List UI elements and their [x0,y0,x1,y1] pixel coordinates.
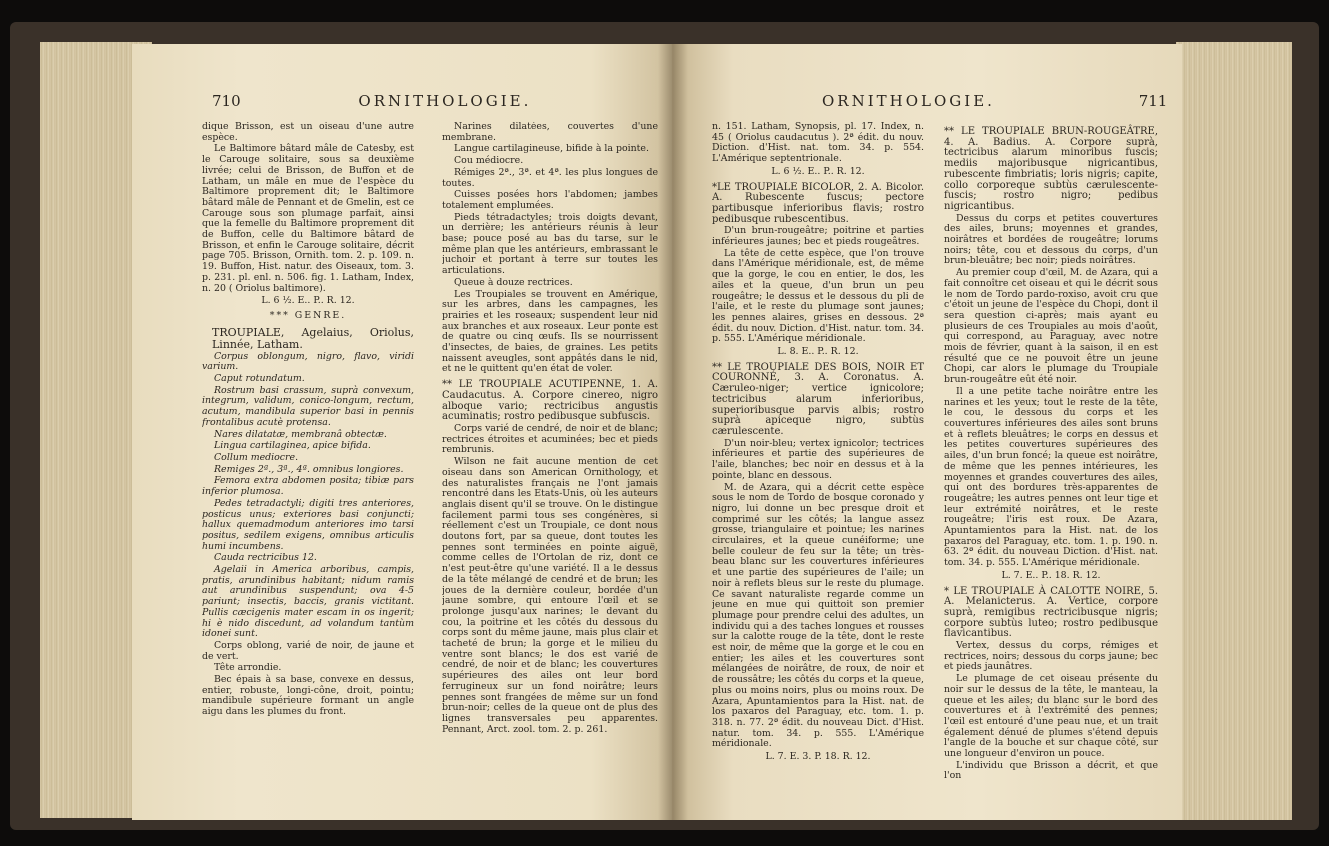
paragraph: Cou médiocre. [454,155,524,167]
right-running-head [822,92,1167,116]
right-column-1 [712,122,924,814]
paragraph: Les Troupiales se trouvent en Amérique, sur les arbres, dans les campagnes, les prairies et les roseaux; suspendent leur nid aux branches et aux roseaux. Leur ponte est de quatre ou cinq œufs. Ils se nourrissent d'insectes, de baies, de graines. Les petits naissent aveugles, sont appâtés dans le nid, et ne le quittent qu'en état de voler. [442,288,658,375]
genre-heading: *** GENRE. [269,309,347,321]
paragraph: Cuisses posées hors l'abdomen; jambes totalement emplumées. [442,189,658,211]
latin-description: Femora extra abdomen posita; tibiæ pars inferior plumosa. [202,475,414,498]
left-column-2 [442,122,658,814]
paragraph: D'un noir-bleu; vertex ignicolor; tectrices inférieures et partie des supérieures de l'aile, blanches; bec noir en dessus et à la pointe, blanc en dessous. [712,437,924,481]
latin-description: Collum mediocre. [214,451,299,463]
paragraph: n. 151. Latham, Synopsis, pl. 17. Index, n. 45 ( Oriolus caudacutus ). 2ª édit. du nouv. Diction. d'Hist. nat. tom. 34. p. 554. L'Amérique septentrionale. [712,122,924,165]
latin-description: Caput rotundatum. [214,373,305,385]
paragraph: Narines dilatées, couvertes d'une membrane. [442,122,658,143]
book-gutter [658,44,688,820]
paragraph: M. de Azara, qui a décrit cette espèce sous le nom de Tordo de bosque coronado y nigro, lui donne un bec presque droit et comprimé sur les côtés; la langue assez grosse, triangulaire et pointue; les narines circulaires, et la queue cunéiforme; une belle couleur de feu sur la tête; un très-beau blanc sur les couvertures inférieures et une partie des supérieures de l'aile; un noir à reflets bleus sur le reste du plumage. Ce savant naturaliste regarde comme un jeune en mue qui quittoit son premier plumage pour prendre celui des adultes, un individu qui a des taches longues et rousses sur la calotte rouge de la tête, dont le reste est noir, de même que la gorge et le cou en entier; les ailes et les couvertures sont mélangées de noirâtre, de roux, de noir et de roussâtre; les côtés du corps et la queue, plus ou moins noirs, plus ou moins roux. De Azara, Apuntamientos para la Hist. nat. de los paxaros del Paraguay, etc. tom. 1. p. 318. n. 77. 2ª édit. du nouveau Dict. d'Hist. natur. tom. 34. p. 555. L'Amérique méridionale. [712,481,924,750]
paragraph: Langue cartilagineuse, bifide à la pointe. [454,143,649,155]
paragraph: Corps oblong, varié de noir, de jaune et de vert. [202,639,414,662]
latin-description: Remiges 2ª., 3ª., 4ª. omnibus longiores. [214,463,404,475]
right-title: ORNITHOLOGIE. [822,92,995,110]
latin-description: Cauda rectricibus 12. [214,552,317,564]
paragraph: Tête arrondie. [214,662,282,674]
paragraph: Pieds tétradactyles; trois doigts devant, un derrière; les antérieurs réunis à leur base; pouce posé au bas du tarse, sur le même plan que les antérieurs, embrassant le juchoir et portant à terre sur toutes les articulations. [442,211,658,277]
paragraph: La tête de cette espèce, que l'on trouve dans l'Amérique méridionale, est, de même que la gorge, le cou en entier, le dos, les ailes et la queue, d'un brun un peu rougeâtre; le dessus et le dessous du pli de l'aile, et le reste du plumage sont jaunes; les pennes alaires, grises en dessous. 2ª édit. du nouv. Diction. d'Hist. natur. tom. 34. p. 555. L'Amérique méridionale. [712,247,924,345]
open-book [10,22,1319,830]
latin-description: Corpus oblongum, nigro, flavo, viridi varium. [202,350,414,373]
measurements: L. 6 ½. E.. P.. R. 12. [261,295,355,307]
latin-description: Lingua cartilaginea, apice bifida. [214,440,371,452]
left-running-head [212,92,531,116]
paragraph: Dessus du corps et petites couvertures des ailes, bruns; moyennes et grandes, noirâtres et bordées de rougeâtre; lorums noirs; tête, cou et dessous du corps, d'un brun-bleuâtre; bec noir; pieds noirâtres. [944,212,1158,267]
paragraph: Corps varié de cendré, de noir et de blanc; rectrices étroites et acuminées; bec et pieds rembrunis. [442,422,658,456]
paragraph: Wilson ne fait aucune mention de cet oiseau dans son American Ornithology, et des naturalistes français ne l'ont jamais rencontré dans les Etats-Unis, où les auteurs anglais disent qu'il se trouve. On le distingue facilement parmi tous ses congénères, si réellement c'est un Troupiale, ce dont nous doutons fort, par sa queue, dont toutes les pennes sont terminées en pointe aiguë, comme celles de l'Ortolan de riz, dont ce n'est peut-être qu'une variété. Il a le dessus de la tête mélangé de cendré et de brun; les joues de la dernière couleur, bordée d'un jaune sombre, qui entoure l'œil et se prolonge jusqu'aux narines; le devant du cou, la poitrine et les côtés du dessous du corps sont du même jaune, mais plus clair et tacheté de brun; la gorge et le milieu du ventre sont blancs; le dos est varié de cendré, de noir et de blanc; les couvertures supérieures des ailes ont leur bord ferrugineux sur un fond noirâtre; leurs pennes sont frangées de même sur un fond brun-noir; celles de la queue ont de plus des lignes transversales peu apparentes. Pennant, Arct. zool. tom. 2. p. 261. [442,456,658,735]
latin-description: Pedes tetradactyli; digiti tres anteriores, posticus unus; exteriores basi conjuncti; hallux quemadmodum anteriores imo tarsi positus, sedilem exigens, omnibus articulis humi incumbens. [202,497,414,552]
genus-heading: TROUPIALE, Agelaius, Oriolus, Linnée, Latham. [212,325,414,351]
left-page-number: 710 [212,92,241,110]
measurements: L. 6 ½. E.. P.. R. 12. [771,165,865,177]
left-page [132,44,672,820]
species-heading: * LE TROUPIALE À CALOTTE NOIRE, 5. A. Melanicterus. A. Vertice, corpore suprà, remigibus rectricibusque nigris; corpore subtùs luteo; rostro pedibusque flavicantibus. [944,585,1158,640]
paragraph: Bec épais à sa base, convexe en dessus, entier, robuste, longi-cône, droit, pointu; mandibule supérieure formant un angle aigu dans les plumes du front. [202,674,414,718]
left-title: ORNITHOLOGIE. [358,92,532,110]
paragraph: Il a une petite tache noirâtre entre les narines et les yeux; tout le reste de la tête, le cou, le dessous du corps et les couvertures inférieures des ailes sont bruns et à reflets bleuâtres; le corps en dessus et les petites couvertures supérieures des ailes, d'un brun foncé; la queue est noirâtre, de même que les pennes intérieures, les moyennes et grandes couvertures des ailes, qui ont des bordures très-apparentes de rougeâtre; les autres pennes ont leur tige et leur extrémité noirâtres, et le reste rougeâtre; l'iris est roux. De Azara, Apuntamientos para la Hist. nat. de los paxaros del Paraguay, etc. tom. 1. p. 190. n. 63. 2ª édit. du nouveau Diction. d'Hist. nat. tom. 34. p. 555. L'Amérique méridionale. [944,385,1158,569]
paragraph: Vertex, dessus du corps, rémiges et rectrices, noirs; dessous du corps jaune; bec et pieds jaunâtres. [944,640,1158,673]
measurements: L. 8. E.. P.. R. 12. [777,346,859,358]
paragraph: L'individu que Brisson a décrit, et que l'on [944,759,1158,782]
paragraph: Au premier coup d'œil, M. de Azara, qui a fait connoître cet oiseau et qui le décrit sous le nom de Tordo pardo-roxiso, avoit cru que c'étoit un jeune de l'espèce du Chopi, dont il sera question ci-après; mais ayant eu plusieurs de ces Troupiales au mois d'août, qui correspond, au Paraguay, avec notre mois de février, quant à la saison, il en est résulté que ce ne pouvoit être un jeune Chopi, car alors le plumage du Troupiale brun-rougeâtre eût été noir. [944,267,1158,386]
paragraph: Queue à douze rectrices. [454,276,573,288]
latin-description: Nares dilatatæ, membranâ obtectæ. [214,428,387,440]
species-heading: ** LE TROUPIALE ACUTIPENNE, 1. A. Caudacutus. A. Corpore cinereo, nigro alboque vario; rectricibus angustis acuminatis; rostro pedibusque subfuscis. [442,379,658,423]
paragraph: Le plumage de cet oiseau présente du noir sur le dessus de la tête, le manteau, la queue et les ailes; du blanc sur le bord des couvertures et à l'extrémité des pennes; l'œil est entouré d'une peau nue, et un trait également dénué de plumes s'étend depuis l'angle de la bouche et sur chaque côté, sur une longueur d'environ un pouce. [944,673,1158,760]
left-column-1 [202,122,414,814]
measurements: L. 7. E.. P.. 18. R. 12. [1001,569,1101,581]
paragraph: Le Baltimore bâtard mâle de Catesby, est le Carouge solitaire, sous sa deuxième livrée; celui de Brisson, de Buffon et de Latham, un mâle en mue de l'espèce du Baltimore proprement dit; le Baltimore bâtard mâle de Pennant et de Gmelin, est ce Carouge sous son plumage parfait, ainsi que la femelle du Baltimore proprement dit de Buffon, celle du Baltimore bâtard de Brisson, et enfin le Carouge solitaire, décrit page 705. Brisson, Ornith. tom. 2. p. 109. n. 19. Buffon, Hist. natur. des Oiseaux, tom. 3. p. 231. pl. enl. n. 506. fig. 1. Latham, Index, n. 20 ( Oriolus baltimore). [202,143,414,294]
right-page-number: 711 [1138,92,1168,110]
species-heading: *LE TROUPIALE BICOLOR, 2. A. Bicolor. A. Rubescente fuscus; pectore partibusque inferioribus flavis; rostro pedibusque rubescentibus. [712,181,924,225]
species-heading: ** LE TROUPIALE BRUN-ROUGEÂTRE, 4. A. Badius. A. Corpore suprà, tectricibus alarum minoribus fuscis; mediis majoribusque nigricantibus, rubescente fimbriatis; loris nigris; capite, collo corporeque subtùs cærulescente-fuscis; rostro nigro; pedibus nigricantibus. [944,126,1158,212]
right-column-2 [944,122,1158,814]
right-page [672,44,1182,820]
latin-description: Rostrum basi crassum, suprà convexum, integrum, validum, conico-longum, rectum, acutum, mandibula superior basi in pennis frontalibus acutè protensa. [202,384,414,428]
species-heading: ** LE TROUPIALE DES BOIS, NOIR ET COURONNÉ, 3. A. Coronatus. A. Cæruleo-niger; vertice ignicolore; tectricibus alarum inferioribus, superioribusque parvis albis; rostro suprà apiceque nigro, subtùs cærulescente. [712,361,924,437]
paragraph: D'un brun-rougeâtre; poitrine et parties inférieures jaunes; bec et pieds rougeâtres. [712,225,924,248]
right-page-edges [1176,42,1292,820]
measurements: L. 7. E. 3. P. 18. R. 12. [765,751,871,763]
paragraph: Rémiges 2ª., 3ª. et 4ª. les plus longues de toutes. [442,166,658,189]
paragraph: dique Brisson, est un oiseau d'une autre espèce. [202,122,414,143]
latin-description: Agelaii in America arboribus, campis, pratis, arundinibus habitant; nidum ramis aut arundinibus suspendunt; ova 4-5 pariunt; insectis, baccis, granis victitant. Pullis cæcigenis mater escam in os ingerit; hi è nido discedunt, ad volandum tantùm idonei sunt. [202,564,414,640]
